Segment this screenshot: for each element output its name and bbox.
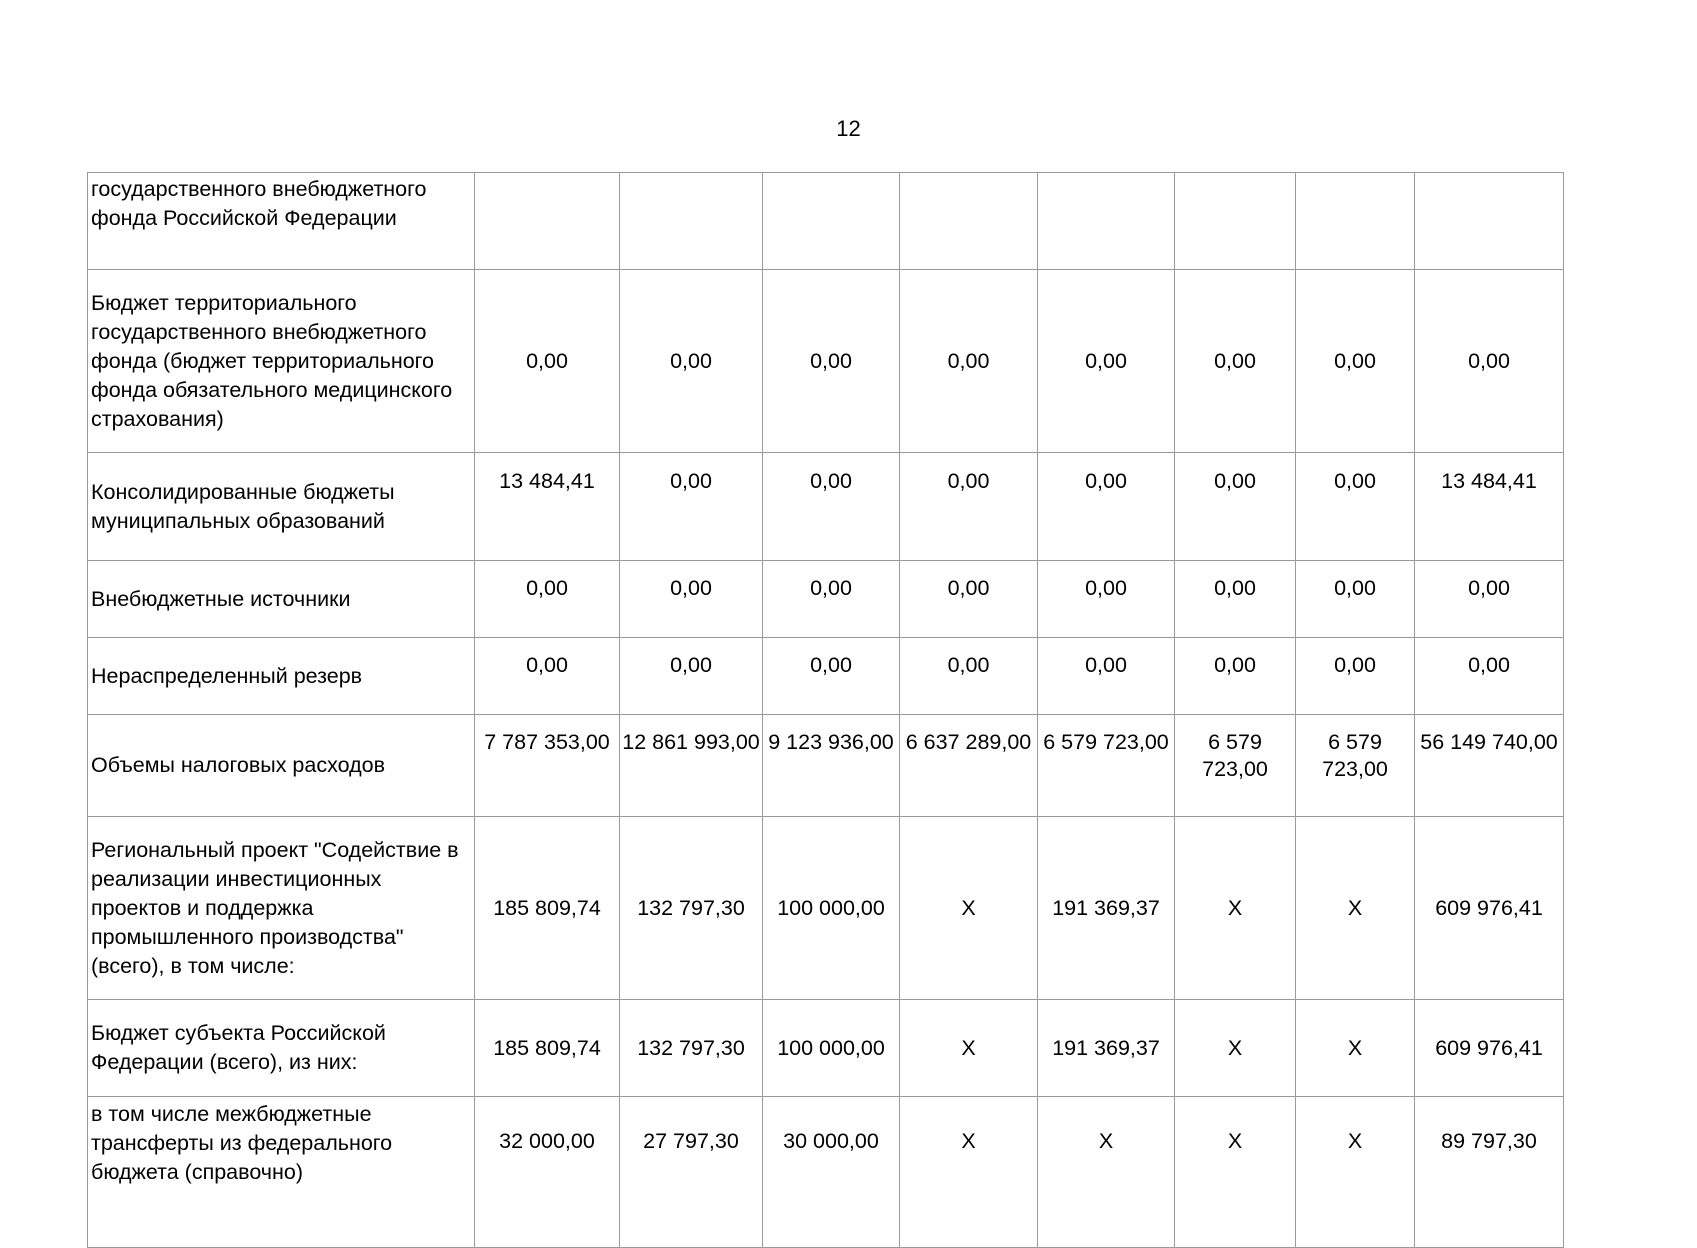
table-cell: 0,00 <box>1296 561 1415 638</box>
table-cell: 6 579 723,00 <box>1175 715 1296 817</box>
table-cell: X <box>1175 1000 1296 1097</box>
table-cell: 185 809,74 <box>475 817 620 1000</box>
row-label: Бюджет территориального государственного внебюджетного фонда (бюджет территориального фонда обязательного медицинского страхования) <box>88 270 475 453</box>
table-row <box>88 1097 1564 1248</box>
table-cell: 0,00 <box>1415 638 1564 715</box>
table-cell: X <box>1296 1097 1415 1248</box>
table-cell: 9 123 936,00 <box>763 715 900 817</box>
table-cell: 0,00 <box>1038 270 1175 453</box>
table-cell: 0,00 <box>1038 561 1175 638</box>
table-row <box>88 638 1564 715</box>
table-cell: 13 484,41 <box>475 453 620 561</box>
table-cell: 191 369,37 <box>1038 817 1175 1000</box>
table-cell: X <box>1296 817 1415 1000</box>
table-cell: 7 787 353,00 <box>475 715 620 817</box>
table-cell: 0,00 <box>900 453 1038 561</box>
row-label: Бюджет субъекта Российской Федерации (всего), из них: <box>88 1000 475 1097</box>
table-cell <box>475 173 620 270</box>
table-cell <box>1296 173 1415 270</box>
table-cell: 89 797,30 <box>1415 1097 1564 1248</box>
table-cell: 0,00 <box>1175 638 1296 715</box>
page-number: 12 <box>836 116 861 141</box>
table-cell: 0,00 <box>763 270 900 453</box>
table-cell: 0,00 <box>620 561 763 638</box>
table-cell: 191 369,37 <box>1038 1000 1175 1097</box>
table-cell: 0,00 <box>620 270 763 453</box>
row-label: Региональный проект "Содействие в реализации инвестиционных проектов и поддержка промышленного производства" (всего), в том числе: <box>88 817 475 1000</box>
table-cell: 0,00 <box>900 270 1038 453</box>
table-cell: 0,00 <box>763 561 900 638</box>
table-cell: 185 809,74 <box>475 1000 620 1097</box>
table-cell: 0,00 <box>1296 453 1415 561</box>
table-cell: 0,00 <box>1175 561 1296 638</box>
table-row <box>88 453 1564 561</box>
table-cell: X <box>1296 1000 1415 1097</box>
table-row <box>88 715 1564 817</box>
table-cell: 12 861 993,00 <box>620 715 763 817</box>
table-cell <box>1175 173 1296 270</box>
table-cell <box>1415 173 1564 270</box>
table-cell: X <box>900 1097 1038 1248</box>
budget-table <box>87 172 1564 1248</box>
table-cell: 32 000,00 <box>475 1097 620 1248</box>
table-row <box>88 173 1564 270</box>
row-label: государственного внебюджетного фонда Российской Федерации <box>88 173 475 270</box>
table-cell: 100 000,00 <box>763 817 900 1000</box>
table-cell: 0,00 <box>1038 453 1175 561</box>
table-cell: 0,00 <box>475 270 620 453</box>
table-cell: 6 579 723,00 <box>1038 715 1175 817</box>
row-label: Объемы налоговых расходов <box>88 715 475 817</box>
table-row <box>88 1000 1564 1097</box>
table-cell: 0,00 <box>1038 638 1175 715</box>
table-cell: 6 579 723,00 <box>1296 715 1415 817</box>
table-cell: 0,00 <box>620 638 763 715</box>
table-cell: 0,00 <box>900 561 1038 638</box>
row-label: в том числе межбюджетные трансферты из федерального бюджета (справочно) <box>88 1097 475 1248</box>
table-cell: 609 976,41 <box>1415 817 1564 1000</box>
table-cell: 0,00 <box>475 561 620 638</box>
table-cell: 0,00 <box>763 638 900 715</box>
table-cell: 0,00 <box>763 453 900 561</box>
table-cell: 0,00 <box>1296 270 1415 453</box>
table-cell: 30 000,00 <box>763 1097 900 1248</box>
table-cell: 6 637 289,00 <box>900 715 1038 817</box>
table-cell <box>620 173 763 270</box>
table-row <box>88 561 1564 638</box>
table-cell <box>900 173 1038 270</box>
table-row <box>88 270 1564 453</box>
table-cell: X <box>1175 1097 1296 1248</box>
table-cell: X <box>1038 1097 1175 1248</box>
table-cell: X <box>900 817 1038 1000</box>
table-row <box>88 817 1564 1000</box>
table-cell <box>1038 173 1175 270</box>
table-cell: 132 797,30 <box>620 1000 763 1097</box>
table-cell: 0,00 <box>1175 453 1296 561</box>
row-label: Нераспределенный резерв <box>88 638 475 715</box>
table-cell: 0,00 <box>1296 638 1415 715</box>
table-cell: X <box>900 1000 1038 1097</box>
table-cell: 0,00 <box>1415 270 1564 453</box>
table-cell: 0,00 <box>1175 270 1296 453</box>
table-cell: 0,00 <box>620 453 763 561</box>
table-cell: 13 484,41 <box>1415 453 1564 561</box>
table-cell: 100 000,00 <box>763 1000 900 1097</box>
table-cell: 56 149 740,00 <box>1415 715 1564 817</box>
table-cell: 609 976,41 <box>1415 1000 1564 1097</box>
table-cell <box>763 173 900 270</box>
table-cell: 0,00 <box>475 638 620 715</box>
table-cell: 132 797,30 <box>620 817 763 1000</box>
table-cell: 0,00 <box>900 638 1038 715</box>
table-cell: 0,00 <box>1415 561 1564 638</box>
row-label: Внебюджетные источники <box>88 561 475 638</box>
row-label: Консолидированные бюджеты муниципальных образований <box>88 453 475 561</box>
table-cell: 27 797,30 <box>620 1097 763 1248</box>
table-cell: X <box>1175 817 1296 1000</box>
